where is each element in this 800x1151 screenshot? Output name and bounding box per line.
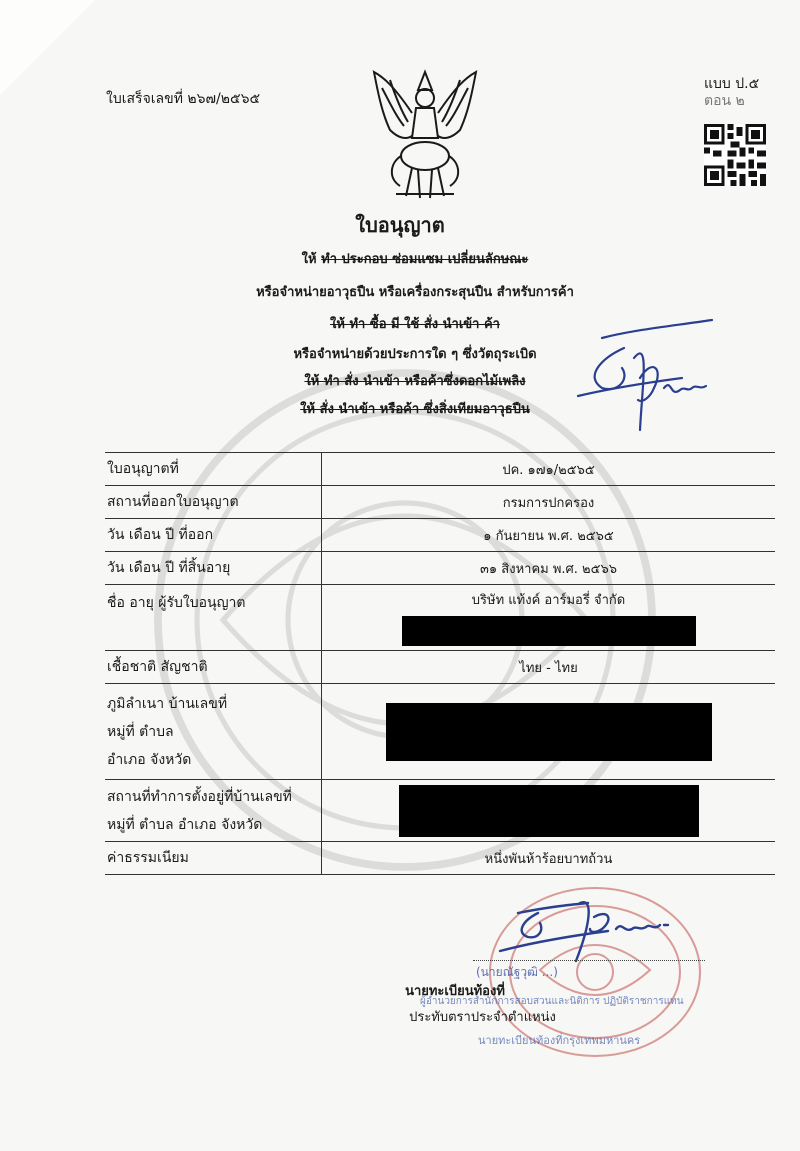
issue-date-value: ๑ กันยายน พ.ศ. ๒๕๖๕ [322,519,776,552]
holder-label: ชื่อ อายุ ผู้รับใบอนุญาต [105,585,322,651]
issue-date-label: วัน เดือน ปี ที่ออก [105,519,322,552]
nationality-label: เชื้อชาติ สัญชาติ [105,651,322,684]
holder-cell [322,585,776,651]
fee-value: หนึ่งพันห้าร้อยบาทถ้วน [322,842,776,875]
heading-line-2: หรือจำหน่ายอาวุธปืน หรือเครื่องกระสุนปืน สำหรับการค้า [256,285,574,300]
signer-name: (นายณัฐวุฒิ ...) [476,965,558,979]
license-no-value: ปค. ๑๗๑/๒๕๖๕ [322,453,776,486]
heading-line-1: ให้ ทำ ประกอบ ซ่อมแซม เปลี่ยนลักษณะ [301,252,529,267]
domicile-cell [322,684,776,780]
nationality-value: ไทย - ไทย [322,651,776,684]
signature-upper [572,318,722,448]
table-row [105,651,775,684]
seal-note: ประทับตราประจำตำแหน่ง [409,1010,556,1025]
heading-line-1-struck: ทำ ประกอบ ซ่อมแซม เปลี่ยนลักษณะ [321,252,529,267]
qr-code-icon[interactable] [704,124,766,186]
form-code-label: แบบ ป.๕ [704,76,760,92]
folded-corner [0,0,95,95]
table-row [105,453,775,486]
document-title: ใบอนุญาต [355,213,445,237]
domicile-label [105,684,322,780]
heading-line-3 [200,313,630,334]
issuer-value: กรมการปกครอง [322,486,776,519]
license-details-table [105,452,775,875]
expiry-date-value: ๓๑ สิงหาคม พ.ศ. ๒๕๖๖ [322,552,776,585]
table-row [105,486,775,519]
garuda-emblem-icon [360,68,490,203]
form-code [704,76,759,110]
license-no-label: ใบอนุญาตที่ [105,453,322,486]
form-section-label: ตอน ๒ [704,93,745,109]
business-address-cell [322,780,776,842]
heading-line-3-struck: ให้ ทำ ซื้อ มี ใช้ สั่ง นำเข้า ค้า [330,317,500,332]
heading-line-6 [200,398,630,419]
domicile-label-line-1: ภูมิลำเนา บ้านเลขที่ [107,695,228,712]
domicile-label-line-3: อำเภอ จังหวัด [107,751,192,768]
table-row [105,519,775,552]
registrar-title: นายทะเบียนท้องที่ [405,984,505,999]
fee-label: ค่าธรรมเนียม [105,842,322,875]
business-address-label [105,780,322,842]
heading-line-5-struck: ให้ ทำ สั่ง นำเข้า หรือค้าซึ่งดอกไม้เพลิง [304,374,526,389]
heading-line-6-struck: ให้ สั่ง นำเข้า หรือค้า ซึ่งสิ่งเทียมอาวุธปืน [300,402,530,417]
issuer-label: สถานที่ออกใบอนุญาต [105,486,322,519]
redaction-box [402,616,696,646]
table-row [105,842,775,875]
signature-dotted-line [473,960,705,961]
domicile-label-line-2: หมู่ที่ ตำบล [107,723,174,740]
heading-line-5 [200,370,630,391]
table-row [105,552,775,585]
table-row [105,780,775,842]
registrar-stamp-line: นายทะเบียนท้องที่กรุงเทพมหานคร [478,1034,641,1047]
receipt-number: ใบเสร็จเลขที่ ๒๖๗/๒๕๖๕ [106,91,261,107]
table-row [105,684,775,780]
signature-lower [498,895,688,970]
holder-value: บริษัท แท้งค์ อาร์มอรี่ จำกัด [471,593,626,608]
expiry-date-label: วัน เดือน ปี ที่สิ้นอายุ [105,552,322,585]
heading-line-4: หรือจำหน่ายด้วยประการใด ๆ ซึ่งวัตถุระเบิด [293,347,537,362]
business-address-label-line-1: สถานที่ทำการตั้งอยู่ที่บ้านเลขที่ [107,788,292,805]
redaction-box [386,703,712,761]
redaction-box [399,785,699,837]
director-stamp-line: ผู้อำนวยการสำนักการสอบสวนและนิติการ ปฏิบัติราชการแทน [420,996,684,1007]
business-address-label-line-2: หมู่ที่ ตำบล อำเภอ จังหวัด [107,816,263,833]
table-row [105,585,775,651]
